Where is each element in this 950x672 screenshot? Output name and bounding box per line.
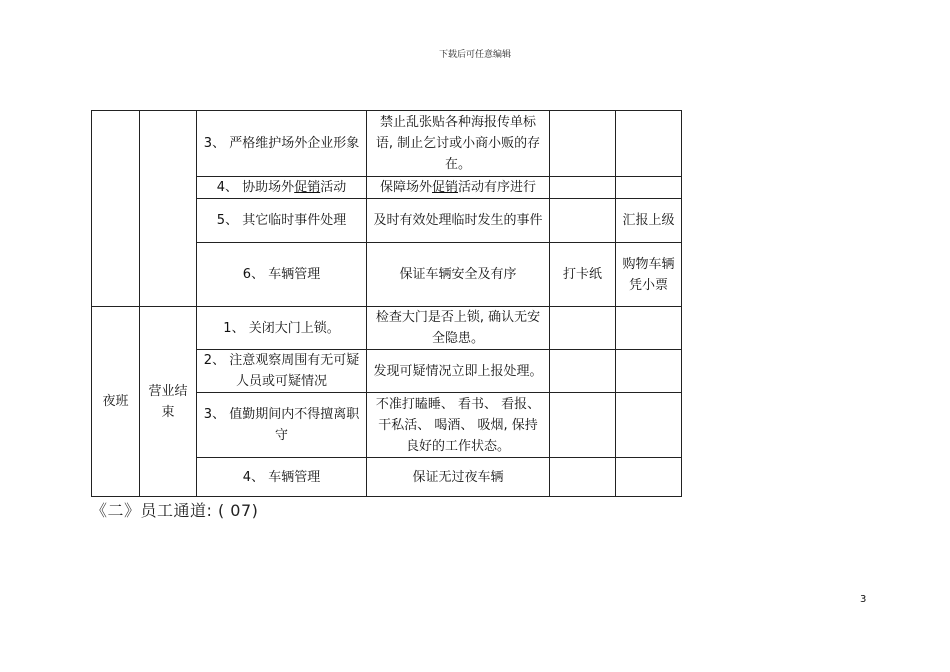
standard-cell: 保证车辆安全及有序 — [367, 243, 550, 307]
remark-cell — [616, 177, 682, 199]
task-cell: 1、 关闭大门上锁。 — [197, 307, 367, 350]
standard-cell: 不准打瞌睡、 看书、 看报、 干私活、 喝酒、 吸烟, 保持良好的工作状态。 — [367, 393, 550, 458]
task-cell: 6、 车辆管理 — [197, 243, 367, 307]
task-cell: 3、 值勤期间内不得擅离职守 — [197, 393, 367, 458]
underlined-term: 促销 — [431, 180, 458, 195]
task-cell: 2、 注意观察周围有无可疑人员或可疑情况 — [197, 350, 367, 393]
tool-cell — [550, 199, 616, 243]
shift-cell — [92, 111, 140, 307]
page-header: 下载后可任意编辑 — [438, 50, 511, 60]
remark-cell — [616, 393, 682, 458]
period-cell: 营业结束 — [140, 307, 197, 497]
remark-cell — [616, 350, 682, 393]
tool-cell — [550, 350, 616, 393]
tool-cell: 打卡纸 — [550, 243, 616, 307]
standard-cell: 检查大门是否上锁, 确认无安全隐患。 — [367, 307, 550, 350]
remark-cell — [616, 458, 682, 497]
task-cell: 4、 车辆管理 — [197, 458, 367, 497]
duty-table — [91, 110, 682, 497]
standard-cell: 及时有效处理临时发生的事件 — [367, 199, 550, 243]
tool-cell — [550, 177, 616, 199]
tool-cell — [550, 393, 616, 458]
tool-cell — [550, 458, 616, 497]
remark-cell: 购物车辆凭小票 — [616, 243, 682, 307]
standard-cell — [367, 177, 550, 199]
table-row — [92, 307, 682, 350]
tool-cell — [550, 307, 616, 350]
underlined-term: 促销 — [294, 180, 321, 195]
standard-text: 活动有序进行 — [458, 180, 537, 195]
task-cell: 5、 其它临时事件处理 — [197, 199, 367, 243]
table-row — [92, 111, 682, 177]
remark-cell — [616, 307, 682, 350]
tool-cell — [550, 111, 616, 177]
task-cell: 3、 严格维护场外企业形象 — [197, 111, 367, 177]
task-text: 活动 — [320, 180, 347, 195]
remark-cell: 汇报上级 — [616, 199, 682, 243]
page-number: 3 — [860, 594, 867, 605]
period-cell — [140, 111, 197, 307]
standard-cell: 保证无过夜车辆 — [367, 458, 550, 497]
remark-cell — [616, 111, 682, 177]
standard-cell: 禁止乱张贴各种海报传单标语, 制止乞讨或小商小贩的存在。 — [367, 111, 550, 177]
standard-cell: 发现可疑情况立即上报处理。 — [367, 350, 550, 393]
shift-cell: 夜班 — [92, 307, 140, 497]
task-cell — [197, 177, 367, 199]
section-heading: 《二》员工通道: ( 07) — [91, 501, 259, 520]
standard-text: 保障场外 — [379, 180, 432, 195]
task-text: 4、 协助场外 — [216, 180, 295, 195]
